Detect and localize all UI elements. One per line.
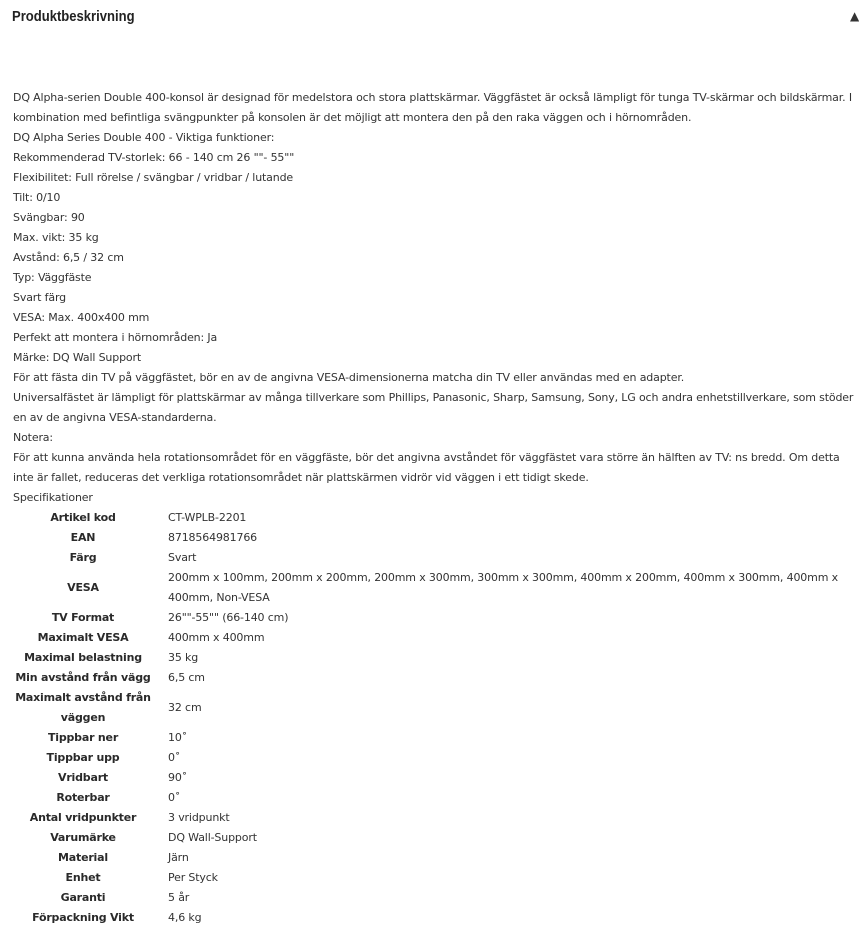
spec-value: 8718564981766 <box>168 531 258 544</box>
spec-row <box>13 728 858 748</box>
spec-value: CT-WPLB-2201 <box>168 511 247 524</box>
spec-key: Material <box>58 851 108 864</box>
spec-row <box>13 888 858 908</box>
spec-value: Per Styck <box>168 871 218 884</box>
section-title: Produktbeskrivning <box>12 9 135 25</box>
spec-key: Färg <box>69 551 97 564</box>
feature-line: Svart färg <box>13 291 66 304</box>
note-paragraph: För att kunna använda hela rotationsområdet för en väggfäste, bör det angivna avståndet för väggfästet vara större än hälften av TV: ns bredd. Om detta inte är fallet, reduceras det verkliga rotationsområdet när plattskärmen vidrör vid väggen i ett tidigt skede. <box>13 451 840 484</box>
note-heading: Notera: <box>13 431 53 444</box>
spec-row <box>13 628 858 648</box>
feature-line: Svängbar: 90 <box>13 211 85 224</box>
spec-key: Min avstånd från vägg <box>15 671 151 684</box>
spec-key: Maximalt VESA <box>37 631 129 644</box>
spec-row <box>13 848 858 868</box>
spec-row <box>13 508 858 528</box>
feature-line: VESA: Max. 400x400 mm <box>13 311 150 324</box>
intro-paragraph: DQ Alpha-serien Double 400-konsol är designad för medelstora och stora plattskärmar. Väggfästet är också lämpligt för tunga TV-skärmar och bildskärmar. I kombination med befintliga svängpunkter på konsolen är det möjligt att montera den på den raka väggen och i hörnområden. <box>13 91 852 124</box>
feature-line: Rekommenderad TV-storlek: 66 - 140 cm 26 ""- 55"" <box>13 151 295 164</box>
spec-value: 0˚ <box>168 751 181 764</box>
spec-value: 200mm x 100mm, 200mm x 200mm, 200mm x 300mm, 300mm x 300mm, 400mm x 200mm, 400mm x 300mm, 400mm x 400mm, Non-VESA <box>168 571 838 604</box>
spec-value: 10˚ <box>168 731 188 744</box>
specs-table <box>13 508 858 928</box>
spec-key: Roterbar <box>56 791 110 804</box>
vesa-paragraph: För att fästa din TV på väggfästet, bör en av de angivna VESA-dimensionerna matcha din TV eller användas med en adapter. <box>13 371 685 384</box>
spec-key: Vridbart <box>58 771 108 784</box>
spec-row <box>13 688 858 728</box>
spec-row <box>13 608 858 628</box>
features-heading: DQ Alpha Series Double 400 - Viktiga funktioner: <box>13 131 275 144</box>
spec-value: 26""-55"" (66-140 cm) <box>168 611 289 624</box>
spec-key: Garanti <box>60 891 106 904</box>
specs-heading: Specifikationer <box>13 491 93 504</box>
spec-key: Varumärke <box>50 831 116 844</box>
spec-value: 35 kg <box>168 651 199 664</box>
spec-row <box>13 548 858 568</box>
feature-line: Flexibilitet: Full rörelse / svängbar / vridbar / lutande <box>13 171 294 184</box>
spec-key: Tippbar ner <box>47 731 119 744</box>
description-content <box>13 88 858 928</box>
spec-value: 5 år <box>168 891 190 904</box>
spec-key: Maximalt avstånd från väggen <box>15 691 151 724</box>
spec-row <box>13 768 858 788</box>
spec-value: 4,6 kg <box>168 911 202 924</box>
spec-row <box>13 808 858 828</box>
universal-paragraph: Universalfästet är lämpligt för plattskärmar av många tillverkare som Phillips, Panasonic, Sharp, Samsung, Sony, LG och andra enhetstillverkare, som stöder en av de angivna VESA-standarderna. <box>13 391 854 424</box>
spec-key: Maximal belastning <box>24 651 142 664</box>
spec-row <box>13 908 858 928</box>
spec-value: 90˚ <box>168 771 188 784</box>
spec-value: 32 cm <box>168 701 202 714</box>
spec-value: 6,5 cm <box>168 671 205 684</box>
spec-row <box>13 568 858 608</box>
spec-key: EAN <box>70 531 96 544</box>
feature-line: Tilt: 0/10 <box>13 191 61 204</box>
spec-value: 400mm x 400mm <box>168 631 265 644</box>
spec-row <box>13 748 858 768</box>
spec-row <box>13 668 858 688</box>
spec-row <box>13 828 858 848</box>
spec-row <box>13 528 858 548</box>
spec-key: Artikel kod <box>50 511 116 524</box>
spec-row <box>13 788 858 808</box>
feature-line: Max. vikt: 35 kg <box>13 231 99 244</box>
spec-value: 3 vridpunkt <box>168 811 230 824</box>
spec-row <box>13 648 858 668</box>
spec-value: 0˚ <box>168 791 181 804</box>
spec-key: Tippbar upp <box>46 751 120 764</box>
spec-key: Antal vridpunkter <box>29 811 137 824</box>
spec-key: TV Format <box>51 611 115 624</box>
spec-row <box>13 868 858 888</box>
spec-key: VESA <box>67 581 99 594</box>
spec-value: Järn <box>168 851 189 864</box>
feature-line: Typ: Väggfäste <box>13 271 92 284</box>
feature-line: Perfekt att montera i hörnområden: Ja <box>13 331 218 344</box>
feature-line: Märke: DQ Wall Support <box>13 351 142 364</box>
spec-value: DQ Wall-Support <box>168 831 257 844</box>
chevron-up-icon[interactable]: ▲ <box>850 9 859 23</box>
spec-key: Förpackning Vikt <box>32 911 134 924</box>
spec-value: Svart <box>168 551 197 564</box>
spec-key: Enhet <box>65 871 101 884</box>
description-header[interactable] <box>0 0 858 36</box>
feature-line: Avstånd: 6,5 / 32 cm <box>13 251 124 264</box>
